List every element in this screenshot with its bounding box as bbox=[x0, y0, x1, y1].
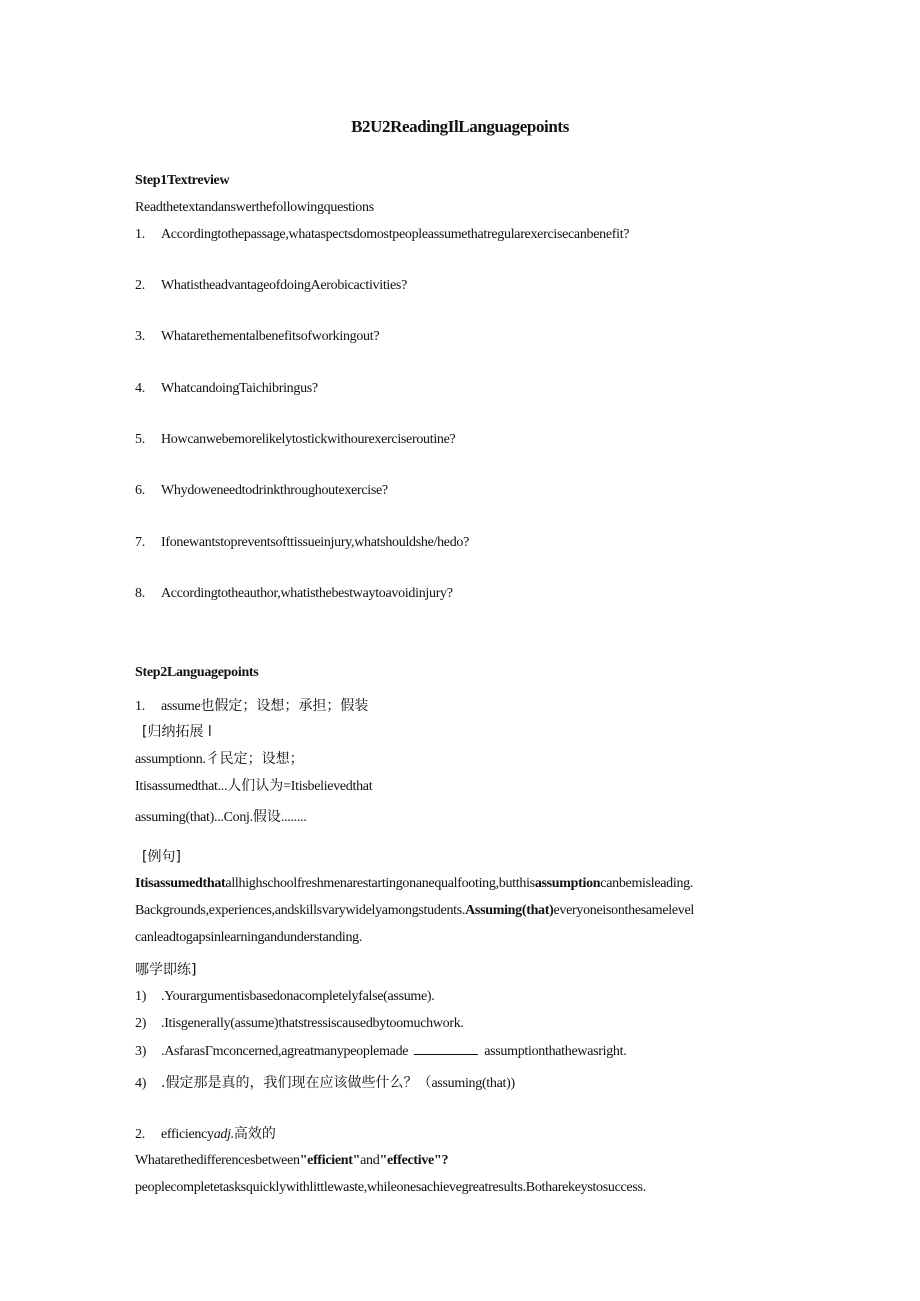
question-text: Whydoweneedtodrinkthroughoutexercise? bbox=[161, 483, 388, 498]
point-meaning: 也假定；设想；承担；假装 bbox=[200, 698, 369, 714]
point-number: 1. bbox=[135, 699, 145, 714]
example-label: [例句] bbox=[142, 849, 181, 865]
expansion-zh: 假设 bbox=[252, 809, 281, 825]
expansion-tail: =Itisbelievedthat bbox=[283, 779, 373, 794]
exercise-text: assumptionthathewasright. bbox=[484, 1044, 627, 1059]
question-number: 5. bbox=[135, 432, 145, 447]
question-1 bbox=[135, 226, 629, 244]
question-text: Whatarethedifferencesbetween bbox=[135, 1153, 300, 1168]
step2-heading: Step2Languagepoints bbox=[135, 665, 259, 680]
exercise-2 bbox=[135, 1015, 464, 1033]
question-text: Accordingtothepassage,whataspectsdomostpeopleassumethatregularexercisecanbenefit? bbox=[161, 227, 630, 242]
answer-blank[interactable] bbox=[414, 1042, 478, 1055]
expansion-en: assuming(that)...Conj. bbox=[135, 810, 253, 825]
example-bold: Assuming(that) bbox=[465, 903, 554, 918]
expansion-en: assumptionn. bbox=[135, 752, 206, 767]
exercise-text: .Yourargumentisbasedonacompletelyfalse(assume). bbox=[161, 989, 435, 1004]
exercise-3 bbox=[135, 1042, 626, 1061]
exercise-number: 3) bbox=[135, 1044, 147, 1059]
question-text: Howcanwebemorelikelytostickwithourexerciseroutine? bbox=[161, 432, 456, 447]
exercise-text: .AsfarasΓmconcerned,agreatmanypeoplemade bbox=[161, 1044, 409, 1059]
expansion-tail: ........ bbox=[280, 810, 307, 825]
question-8 bbox=[135, 585, 453, 603]
exercise-1 bbox=[135, 988, 434, 1006]
point-number: 2. bbox=[135, 1127, 145, 1142]
question-text: WhatcandoingTaichibringus? bbox=[161, 381, 318, 396]
exercise-4 bbox=[135, 1074, 515, 1093]
question-7 bbox=[135, 534, 469, 552]
exercise-zh: .假定那是真的，我们现在应该做些什么？（ bbox=[161, 1075, 432, 1091]
point2-heading bbox=[135, 1125, 276, 1144]
question-6 bbox=[135, 482, 388, 500]
expansion-en: Itisassumedthat... bbox=[135, 779, 228, 794]
question-text: WhatistheadvantageofdoingAerobicactivities? bbox=[161, 278, 407, 293]
summary-label: [归纳拓展 l bbox=[142, 724, 212, 740]
question-4 bbox=[135, 380, 318, 398]
question-2 bbox=[135, 277, 407, 295]
example-line-3: canleadtogapsinlearningandunderstanding. bbox=[135, 930, 363, 945]
question-text: Whatarethementalbenefitsofworkingout? bbox=[161, 329, 380, 344]
example-line-1 bbox=[135, 875, 693, 893]
question-number: 7. bbox=[135, 535, 145, 550]
question-number: 8. bbox=[135, 586, 145, 601]
point2-answer: peoplecompletetasksquicklywithlittlewaste,whileonesachievegreatresults.Botharekeystosuccess. bbox=[135, 1180, 646, 1195]
question-text: Accordingtotheauthor,whatisthebestwaytoavoidinjury? bbox=[161, 586, 453, 601]
question-text: Ifonewantstopreventsofttissueinjury,whatshouldshe/hedo? bbox=[161, 535, 470, 550]
expansion-2 bbox=[135, 777, 372, 796]
question-bold: "effective"? bbox=[379, 1153, 449, 1168]
example-text: allhighschoolfreshmenarestartingonanequalfooting,butthis bbox=[225, 876, 535, 891]
point-meaning: 高效的 bbox=[233, 1126, 276, 1142]
exercise-number: 1) bbox=[135, 989, 147, 1004]
step1-heading: Step1Textreview bbox=[135, 173, 230, 188]
expansion-1 bbox=[135, 750, 304, 769]
example-bold: assumption bbox=[534, 876, 601, 891]
question-5 bbox=[135, 431, 455, 449]
question-number: 4. bbox=[135, 381, 145, 396]
point-pos: adj. bbox=[213, 1127, 234, 1142]
point1-heading bbox=[135, 697, 368, 716]
question-number: 3. bbox=[135, 329, 145, 344]
example-text: everyoneisonthesamelevel bbox=[553, 903, 695, 918]
exercise-text: .Itisgenerally(assume)thatstressiscausedbytoomuchwork. bbox=[161, 1016, 464, 1031]
example-text: Backgrounds,experiences,andskillsvarywidelyamongstudents. bbox=[135, 903, 466, 918]
example-line-2 bbox=[135, 902, 694, 920]
question-number: 2. bbox=[135, 278, 145, 293]
point2-question bbox=[135, 1152, 448, 1170]
exercise-number: 4) bbox=[135, 1076, 147, 1091]
example-bold: Itisassumedthat bbox=[135, 876, 226, 891]
question-text: and bbox=[360, 1153, 380, 1168]
point-word: assume bbox=[161, 699, 201, 714]
expansion-3 bbox=[135, 808, 306, 827]
practice-label: 哪学即练] bbox=[135, 962, 197, 978]
question-3 bbox=[135, 328, 379, 346]
exercise-number: 2) bbox=[135, 1016, 147, 1031]
exercise-tail: assuming(that)) bbox=[431, 1076, 515, 1091]
point-word: efficiency bbox=[161, 1127, 214, 1142]
question-bold: "efficient" bbox=[299, 1153, 361, 1168]
expansion-zh: 人们认为 bbox=[227, 778, 284, 794]
step1-instruction: Readthetextandanswerthefollowingquestions bbox=[135, 200, 374, 215]
page-title: B2U2ReadingIlLanguagepoints bbox=[351, 117, 569, 136]
expansion-zh: 彳民定；设想； bbox=[205, 751, 304, 767]
example-text: canbemisleading. bbox=[600, 876, 694, 891]
question-number: 6. bbox=[135, 483, 145, 498]
question-number: 1. bbox=[135, 227, 145, 242]
